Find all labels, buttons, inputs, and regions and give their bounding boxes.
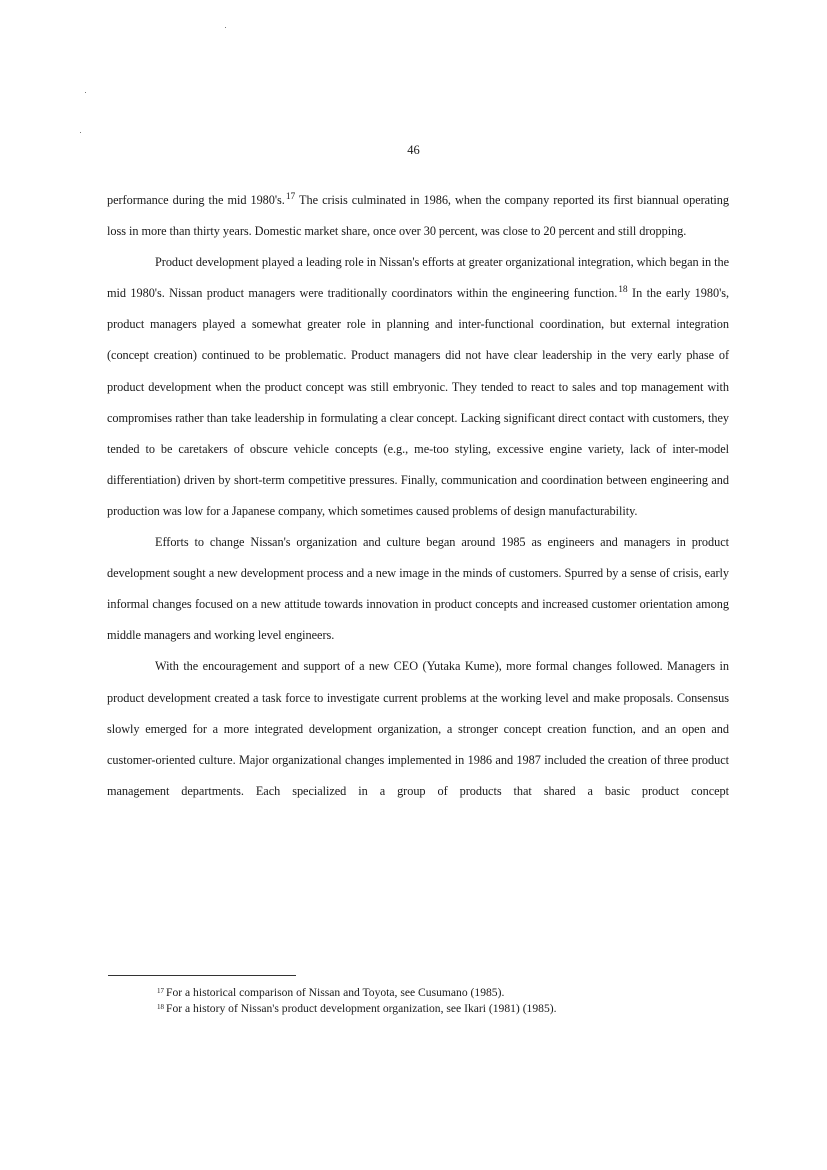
paragraph-1-text-after: The crisis culminated in 1986, when the company reported its first biannual operating loss in more than thirty years. Domestic market share, once over 30 percent, was close to 20 percent and still dropping. [107,193,730,239]
footnote-18-text: For a history of Nissan's product development organization, see Ikari (1981) (1985). [166,1001,557,1015]
paragraph-1 [107,185,729,247]
footnote-18-marker: 18 [157,1002,164,1011]
scan-speck [80,132,81,133]
footnote-17-text: For a historical comparison of Nissan and Toyota, see Cusumano (1985). [166,986,505,999]
footnotes [157,985,717,1016]
scan-speck [85,92,86,93]
scan-speck [225,27,226,28]
paragraph-2-text-after: In the early 1980's, product managers played a somewhat greater role in planning and inter-functional coordination, but external integration (concept creation) continued to be problematic. Product managers did not have clear leadership in the very early phase of product development when the product concept was still embryonic. They tended to react to sales and top management with compromises rather than take leadership in formulating a clear concept. Lacking significant direct contact with customers, they tended to be caretakers of obscure vehicle concepts (e.g., me-too styling, excessive engine variety, lack of inter-model differentiation) driven by short-term competitive pressures. Finally, communication and coordination between engineering and production was low for a Japanese company, which sometimes caused problems of design manufacturability. [107,286,729,518]
footnote-17-marker: 17 [157,987,164,995]
footnote-ref-17: 17 [285,192,296,202]
paragraph-2-text-before: Product development played a leading role in Nissan's efforts at greater organizational integration, which began in the mid 1980's. Nissan product managers were traditionally coordinators within the engineering function. [107,255,729,301]
footnote-18 [157,1001,717,1017]
paragraph-4: With the encouragement and support of a new CEO (Yutaka Kume), more formal changes followed. Managers in product development created a task force to investigate current problems at the working level and make proposals. Consensus slowly emerged for a more integrated development organization, a stronger concept creation function, and an open and customer-oriented culture. Major organizational changes implemented in 1986 and 1987 included the creation of three product management departments. Each specialized in a group of products that shared a basic product concept [107,659,729,798]
paragraph-1-text-before: performance during the mid 1980's. [107,193,285,207]
body-text [107,185,729,807]
footnote-ref-18: 18 [618,285,628,296]
footnote-divider [108,975,296,976]
paragraph-3: Efforts to change Nissan's organization and culture began around 1985 as engineers and managers in product development sought a new development process and a new image in the minds of customers. Spurred by a sense of crisis, early informal changes focused on a new attitude towards innovation in product concepts and increased customer orientation among middle managers and working level engineers. [107,535,729,643]
paragraph-2 [107,247,729,527]
page-number: 46 [407,143,420,157]
footnote-17 [157,985,717,1001]
